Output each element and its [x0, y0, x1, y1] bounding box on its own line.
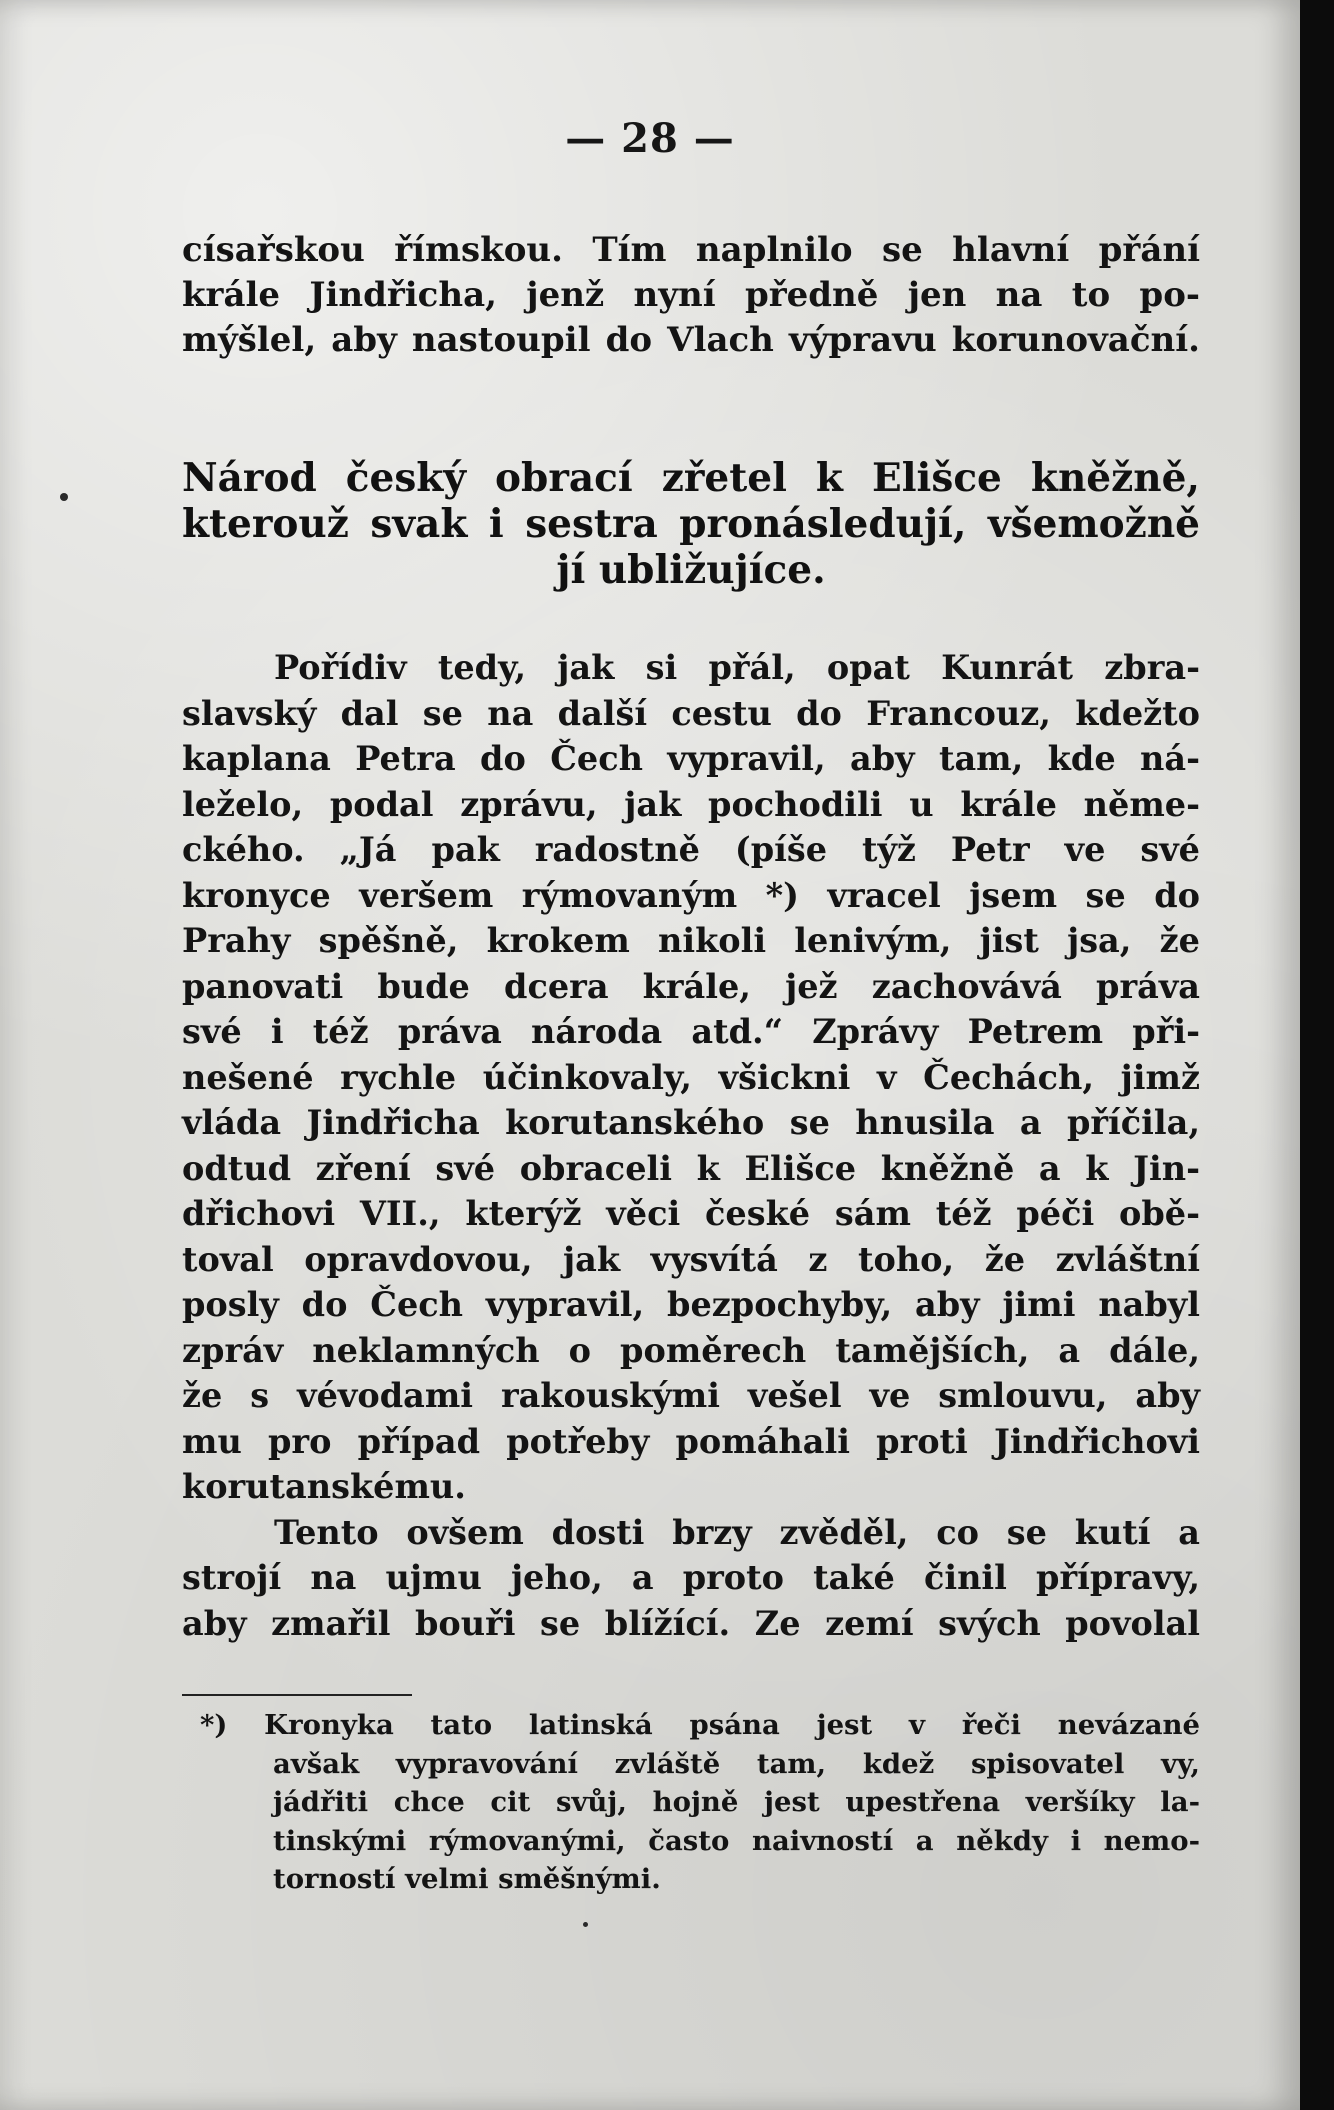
text-line: mu pro případ potřeby pomáhali proti Jindřichovi — [182, 1421, 1200, 1461]
page-number: — 28 — — [565, 115, 735, 162]
text-line: kronyce veršem rýmovaným *) vracel jsem se do — [182, 875, 1200, 915]
text-line: panovati bude dcera krále, jež zachovává práva — [182, 966, 1200, 1006]
text-line: vláda Jindřicha korutanského se hnusila a příčila, — [182, 1103, 1200, 1142]
text-line: ckého. „Já pak radostně (píše týž Petr ve své — [182, 830, 1200, 869]
section-heading — [182, 455, 1200, 593]
footnote-line: tinskými rýmovanými, často naivností a někdy i nemo- — [273, 1824, 1200, 1857]
text-line: slavský dal se na další cestu do Francouz, kdežto — [182, 693, 1200, 733]
footnote-line: avšak vypravování zvláště tam, kdež spisovatel vy, — [273, 1747, 1200, 1780]
intro-paragraph — [182, 228, 1200, 363]
text-line: krále Jindřicha, jenž nyní předně jen na to po- — [182, 275, 1200, 315]
footnote — [200, 1706, 1200, 1899]
text-line: aby zmařil bouři se blížící. Ze zemí svých povolal — [182, 1603, 1200, 1643]
text-line: nešené rychle účinkovaly, všickni v Čechách, jimž — [182, 1057, 1200, 1097]
heading-line: Národ český obrací zřetel k Elišce kněžně, — [182, 455, 1200, 501]
footnote-divider — [182, 1694, 412, 1696]
scan-border — [1300, 0, 1334, 2110]
text-line: strojí na ujmu jeho, a proto také činil přípravy, — [182, 1558, 1200, 1597]
footnote-line: torností velmi směšnými. — [273, 1863, 661, 1895]
heading-line: jí ubližujíce. — [556, 547, 826, 593]
body-text — [182, 645, 1200, 1646]
text-line: Prahy spěšně, krokem nikoli lenivým, jist jsa, že — [182, 921, 1200, 960]
text-line: odtud zření své obraceli k Elišce kněžně a k Jin- — [182, 1148, 1200, 1188]
text-line: kaplana Petra do Čech vypravil, aby tam, kde ná- — [182, 739, 1200, 778]
text-line: císařskou římskou. Tím naplnilo se hlavní přání — [182, 230, 1200, 270]
text-line: dřichovi VII., kterýž věci české sám též péči obě- — [182, 1194, 1200, 1233]
text-line: posly do Čech vypravil, bezpochyby, aby jimi nabyl — [182, 1285, 1200, 1324]
footnote-line: *) Kronyka tato latinská psána jest v řeči nevázané — [200, 1709, 1200, 1741]
text-line: Pořídiv tedy, jak si přál, opat Kunrát zbra- — [274, 648, 1200, 687]
text-line: že s vévodami rakouskými vešel ve smlouvu, aby — [182, 1376, 1200, 1415]
print-speck — [583, 1922, 588, 1927]
text-line: mýšlel, aby nastoupil do Vlach výpravu korunovační. — [182, 320, 1200, 360]
text-line: zpráv neklamných o poměrech tamějších, a dále, — [182, 1330, 1200, 1370]
print-speck — [60, 493, 68, 501]
footnote-line: jádřiti chce cit svůj, hojně jest upestřena veršíky la- — [273, 1786, 1200, 1818]
heading-line: kterouž svak i sestra pronásledují, všemožně — [182, 501, 1200, 547]
text-line: své i též práva národa atd.“ Zprávy Petrem při- — [182, 1012, 1200, 1051]
text-line: korutanskému. — [182, 1467, 466, 1506]
text-line: leželo, podal zprávu, jak pochodili u krále něme- — [182, 784, 1200, 824]
text-line: toval opravdovou, jak vysvítá z toho, že zvláštní — [182, 1239, 1200, 1279]
text-line: Tento ovšem dosti brzy zvěděl, co se kutí a — [274, 1512, 1200, 1552]
